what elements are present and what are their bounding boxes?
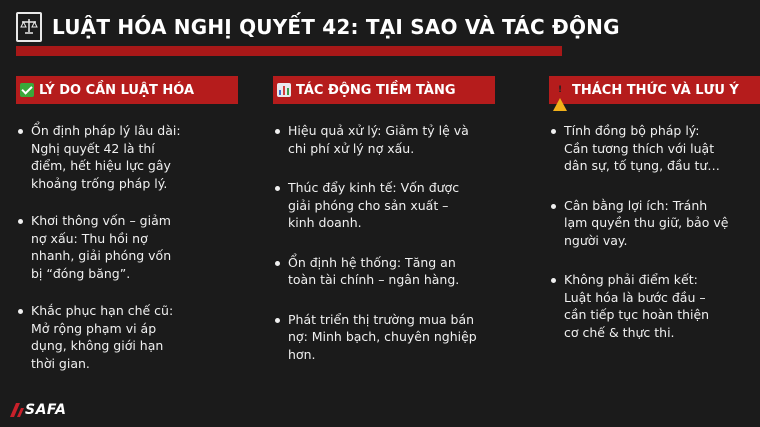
bullet-item: [273, 254, 495, 289]
page-title: LUẬT HÓA NGHỊ QUYẾT 42: TẠI SAO VÀ TÁC ĐỘNG: [52, 15, 620, 39]
bullet-line: Tính đồng bộ pháp lý:: [564, 123, 700, 138]
bullet-line: nhanh, giải phóng vốn: [31, 248, 172, 263]
bullet-item: [549, 122, 760, 175]
bullet-line: dụng, không giới hạn: [31, 338, 164, 353]
bullet-line: Hiệu quả xử lý: Giảm tỷ lệ và: [288, 123, 469, 138]
column-impacts: [273, 76, 495, 363]
bullet-line: bị “đóng băng”.: [31, 265, 131, 281]
bullet-line: Cân bằng lợi ích: Tránh: [564, 197, 708, 213]
bullet-line: giải phóng cho sản xuất –: [288, 197, 449, 213]
check-mark-icon: [20, 83, 34, 97]
bullet-line: Khơi thông vốn – giảm: [31, 213, 171, 228]
column-heading: TÁC ĐỘNG TIỀM TÀNG: [296, 82, 456, 98]
bullet-item: [273, 179, 495, 232]
column-heading: LÝ DO CẦN LUẬT HÓA: [39, 82, 195, 98]
bullet-line: điểm, hết hiệu lực gây: [31, 158, 171, 173]
bullet-line: khoảng trống pháp lý.: [31, 175, 168, 191]
bullet-item: [549, 271, 760, 341]
bullet-item: [273, 311, 495, 364]
logo-text: SAFA: [25, 402, 67, 418]
bullet-line: chi phí xử lý nợ xấu.: [288, 140, 415, 156]
bullet-line: nợ xấu: Thu hồi nợ: [31, 230, 148, 246]
bullet-line: lạm quyền thu giữ, bảo vệ: [564, 215, 729, 230]
column-heading: THÁCH THỨC VÀ LƯU Ý: [572, 82, 739, 98]
bullet-item: [549, 197, 760, 250]
bullet-line: hơn.: [288, 346, 316, 362]
bullet-line: Luật hóa là bước đầu –: [564, 289, 706, 305]
bullet-list: [16, 122, 238, 372]
column-challenges: [549, 76, 760, 341]
bullet-item: [16, 212, 238, 282]
column-reasons: [16, 76, 238, 372]
bullet-line: Mở rộng phạm vi áp: [31, 320, 157, 336]
warning-icon: !: [553, 83, 567, 97]
bullet-item: [16, 302, 238, 372]
bullet-item: [16, 122, 238, 192]
bullet-list: [549, 122, 760, 341]
column-header: [16, 76, 238, 104]
bullet-item: [273, 122, 495, 157]
bullet-line: Phát triển thị trường mua bán: [288, 311, 475, 327]
bullet-line: cần tiếp tục hoàn thiện: [564, 307, 710, 322]
column-header: [273, 76, 495, 104]
title-underline-bar: [16, 46, 562, 56]
bullet-line: dân sự, tố tụng, đầu tư…: [564, 158, 720, 173]
bullet-line: Nghị quyết 42 là thí: [31, 140, 155, 156]
bar-chart-icon: [277, 83, 291, 97]
bullet-line: người vay.: [564, 232, 628, 248]
bullet-line: nợ: Minh bạch, chuyên nghiệp: [288, 329, 477, 344]
bullet-line: thời gian.: [31, 355, 90, 371]
bullet-line: Ổn định hệ thống: Tăng an: [288, 254, 456, 270]
safa-logo: [8, 401, 70, 419]
bullet-line: toàn tài chính – ngân hàng.: [288, 272, 460, 287]
bullet-line: Ổn định pháp lý lâu dài:: [31, 123, 181, 138]
bullet-line: Thúc đẩy kinh tế: Vốn được: [288, 180, 460, 195]
bullet-line: cơ chế & thực thi.: [564, 324, 675, 340]
bullet-list: [273, 122, 495, 363]
scales-of-justice-icon: [16, 12, 42, 42]
column-header: [549, 76, 760, 104]
bullet-line: Cần tương thích với luật: [564, 140, 715, 156]
bullet-line: Khắc phục hạn chế cũ:: [31, 303, 174, 318]
bullet-line: Không phải điểm kết:: [564, 272, 698, 287]
bullet-line: kinh doanh.: [288, 215, 362, 230]
